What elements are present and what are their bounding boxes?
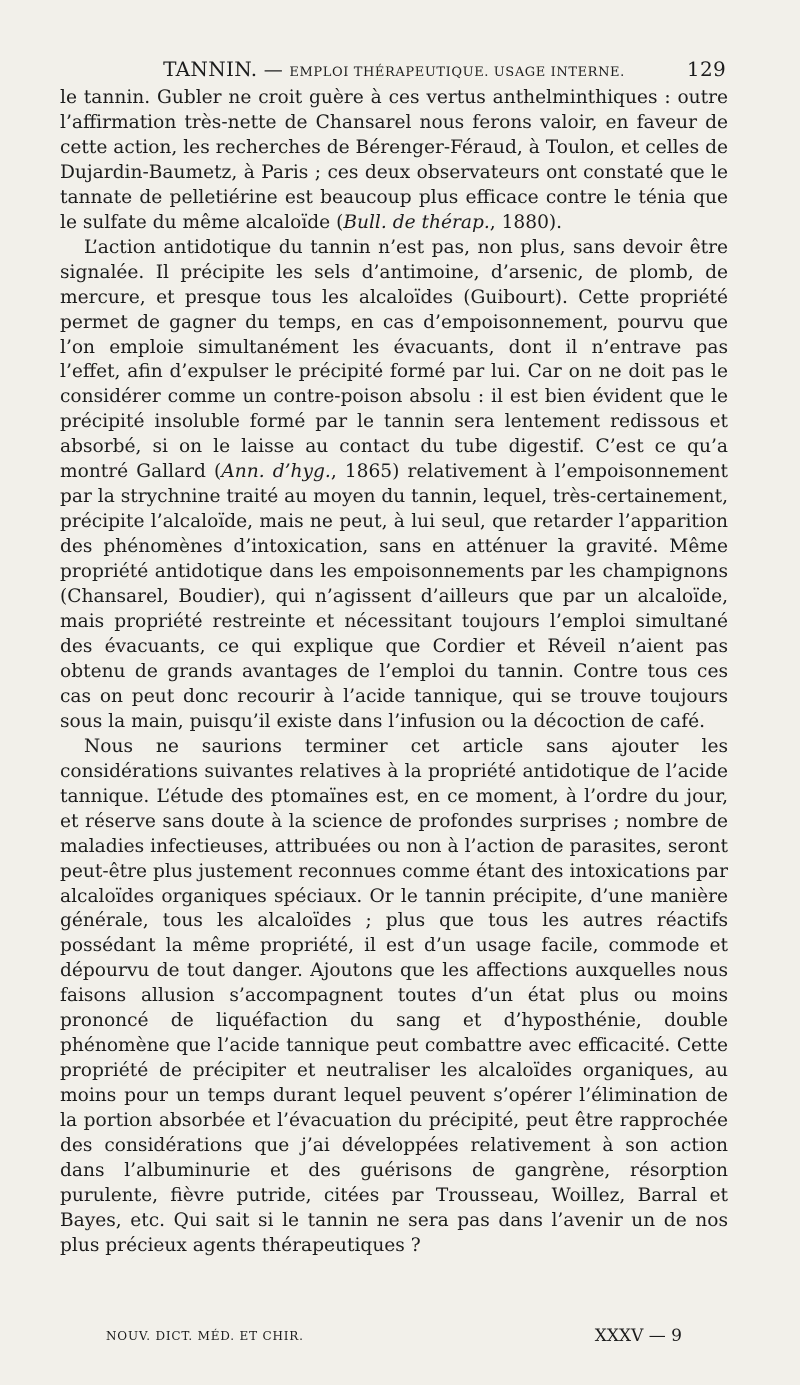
footer-sheet-number: XXXV — 9 [594, 1326, 682, 1346]
text-run: , 1865) relativement à l’empoisonnement par la strychnine traité au moyen du tannin, lequel, très-certainement, précipite l’alcaloïde, mais ne peut, à lui seul, que retarder l’apparition des phénomènes d’intoxication, sans en atténuer la gravité. Même propriété antidotique dans les empoisonnements par les champignons (Chansarel, Boudier), qui n’agissent d’ailleurs que par un alcaloïde, mais propriété restreinte et nécessitant toujours l’emploi simultané des évacuants, ce qui explique que Cordier et Réveil n’aient pas obtenu de grands avantages de l’emploi du tannin. Contre tous ces cas on peut donc recourir à l’acide tannique, qui se trouve toujours sous la main, puisqu’il existe dans l’infusion ou la décoction de café. [60, 461, 728, 732]
text-run: le tannin. Gubler ne croit guère à ces vertus anthelminthiques : outre l’affirmation très-nette de Chansarel nous ferons valoir, en faveur de cette action, les recherches de Bérenger-Féraud, à Toulon, et celles de Dujardin-Baumetz, à Paris ; ces deux observateurs ont constaté que le tannate de pelletiérine est beaucoup plus efficace contre le ténia que le sulfate du même alcaloïde ( [60, 87, 728, 233]
paragraph [60, 86, 728, 236]
running-head-dash: — [263, 59, 284, 81]
text-run: , 1880). [489, 211, 563, 233]
running-head [60, 52, 728, 86]
document-page [60, 52, 728, 1259]
running-head-title: TANNIN. [163, 57, 258, 81]
italic-citation: Ann. d’hyg. [221, 461, 331, 483]
footer-signature: NOUV. DICT. MÉD. ET CHIR. [106, 1329, 304, 1343]
text-run: L’action antidotique du tannin n’est pas, non plus, sans devoir être signalée. Il précipite les sels d’antimoine, d’arsenic, de plomb, de mercure, et presque tous les alcaloïdes (Guibourt). Cette propriété permet de gagner du temps, en cas d’empoisonnement, pourvu que l’on emploie simultanément les évacuants, dont il n’entrave pas l’effet, afin d’expulser le précipité formé par lui. Car on ne doit pas le considérer comme un contre-poison absolu : il est bien évident que le précipité insoluble formé par le tannin sera lentement redissous et absorbé, si on le laisse au contact du tube digestif. C’est ce qu’a montré Gallard ( [60, 236, 728, 483]
italic-citation: Bull. de thérap. [343, 211, 490, 233]
running-head-subtitle: EMPLOI THÉRAPEUTIQUE. USAGE INTERNE. [289, 65, 625, 80]
body-text [60, 86, 728, 1259]
paragraph [60, 236, 728, 735]
text-run: Nous ne saurions terminer cet article sans ajouter les considérations suivantes relatives à la propriété antidotique de l’acide tannique. L’étude des ptomaïnes est, en ce moment, à l’ordre du jour, et réserve sans doute à la science de profondes surprises ; nombre de maladies infectieuses, attribuées ou non à l’action de parasites, seront peut-être plus justement reconnues comme étant des intoxications par alcaloïdes organiques spéciaux. Or le tannin précipite, d’une manière générale, tous les alcaloïdes ; plus que tous les autres réactifs possédant la même propriété, il est d’un usage facile, commode et dépourvu de tout danger. Ajoutons que les affections auxquelles nous faisons allusion s’accompagnent toutes d’un état plus ou moins prononcé de liquéfaction du sang et d’hyposthénie, double phénomène que l’acide tannique peut combattre avec efficacité. Cette propriété de précipiter et neutraliser les alcaloïdes organiques, au moins pour un temps durant lequel peuvent s’opérer l’élimination de la portion absorbée et l’évacuation du précipité, peut être rapprochée des considérations que j’ai développées relativement à son action dans l’albuminurie et des guérisons de gangrène, résorption purulente, fièvre putride, citées par Trousseau, Woillez, Barral et Bayes, etc. Qui sait si le tannin ne sera pas dans l’avenir un de nos plus précieux agents thérapeutiques ? [60, 735, 728, 1256]
page-number: 129 [686, 57, 726, 81]
page-footer [106, 1323, 682, 1349]
paragraph [60, 735, 728, 1259]
